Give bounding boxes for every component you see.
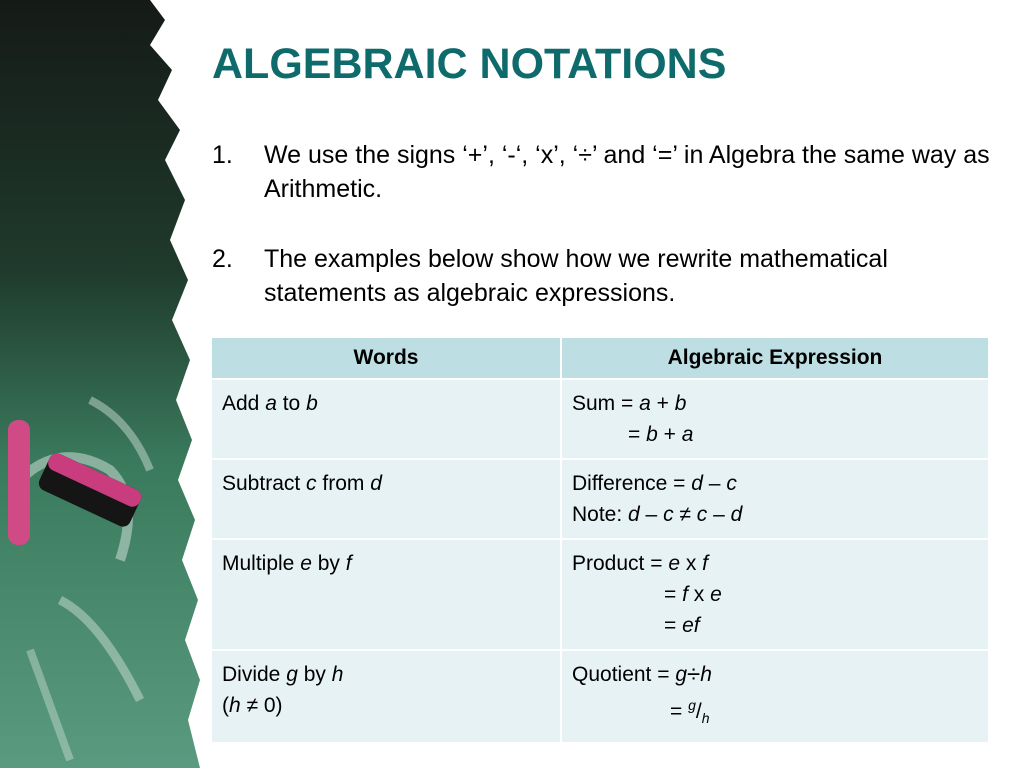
table-row [211,539,989,650]
expression-cell: Difference = d – c Note: d – c ≠ c – d [561,459,989,539]
expression-cell: Sum = a + b = b + a [561,379,989,459]
list-number: 2. [212,245,233,273]
header-expression: Algebraic Expression [561,337,989,379]
chalkboard-decoration [0,0,200,768]
words-cell: Subtract c from d [211,459,561,539]
words-cell: Divide g by h (h ≠ 0) [211,650,561,743]
list-number: 1. [212,141,233,169]
table-row [211,379,989,459]
words-cell: Add a to b [211,379,561,459]
words-cell: Multiple e by f [211,539,561,650]
header-words: Words [211,337,561,379]
list-text: We use the signs ‘+’, ‘-‘, ‘x’, ‘÷’ and ‘=’ in Algebra the same way as Arithmetic. [264,141,990,203]
table-row [211,650,989,743]
list-text: The examples below show how we rewrite mathematical statements as algebraic expressions. [264,245,888,307]
expression-cell: Quotient = g÷h = $^g/_h$ [561,650,989,743]
page-title: ALGEBRAIC NOTATIONS [212,40,727,88]
expressions-table [210,336,990,744]
table-row [211,459,989,539]
table-header-row [211,337,989,379]
list-item [212,242,1002,310]
expression-cell: Product = e x f = f x e = ef [561,539,989,650]
list-item [212,138,1002,206]
points-list [212,138,1002,346]
